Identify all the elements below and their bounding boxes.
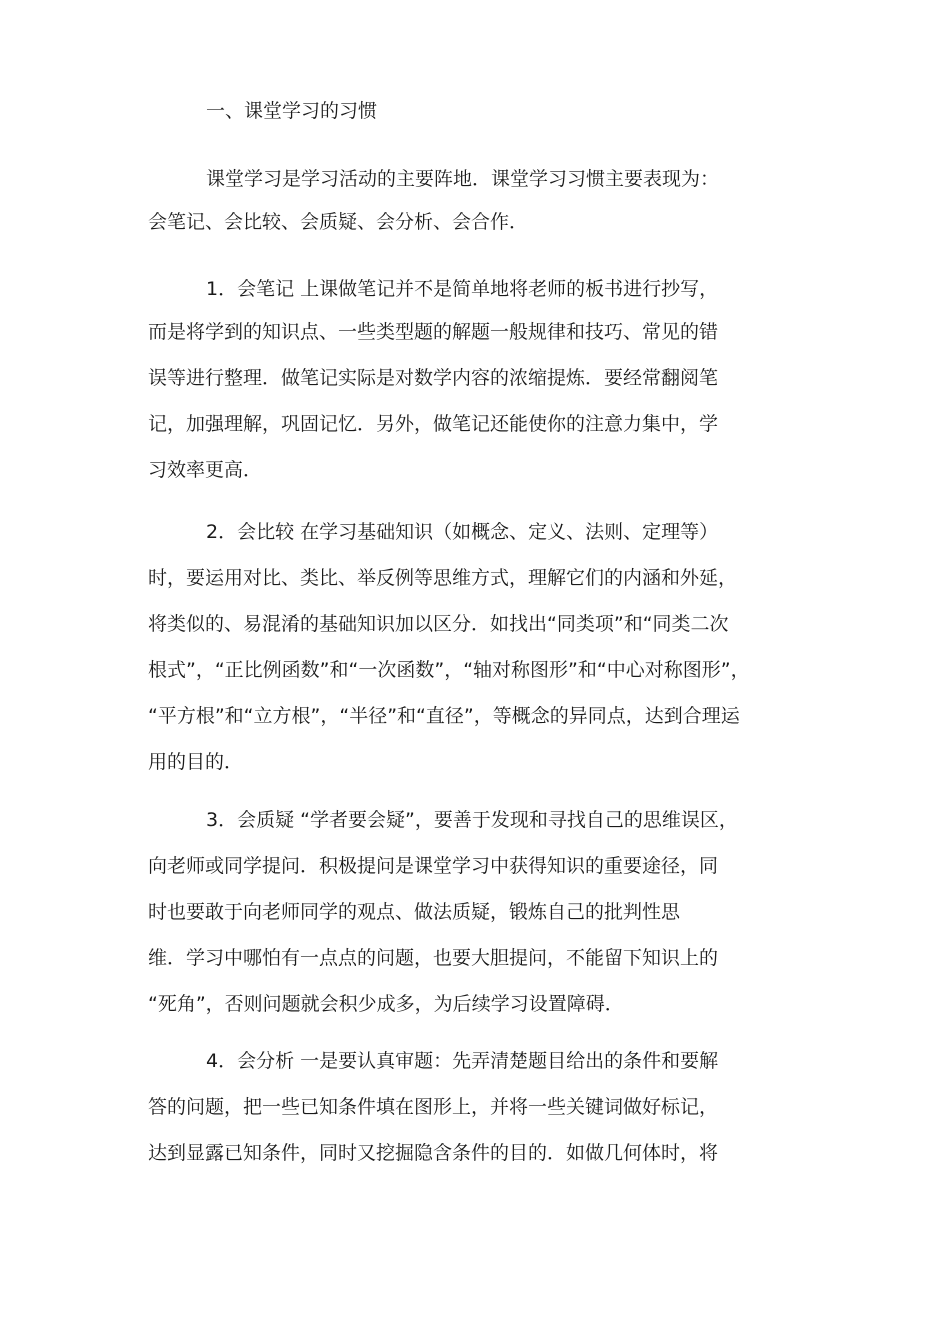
paragraph-line: 3．会质疑 “学者要会疑”，要善于发现和寻找自己的思维误区， [206,809,738,831]
paragraph-line: 时也要敢于向老师同学的观点、做法质疑，锻炼自己的批判性思 [148,901,681,923]
paragraph-line: 维．学习中哪怕有一点点的问题，也要大胆提问，不能留下知识上的 [148,947,719,969]
paragraph-line: 4．会分析 一是要认真审题：先弄清楚题目给出的条件和要解 [206,1050,719,1072]
paragraph-line: 记，加强理解，巩固记忆．另外，做笔记还能使你的注意力集中，学 [148,413,719,435]
paragraph-intro [148,164,808,237]
paragraph-line: 将类似的、易混淆的基础知识加以区分．如找出“同类项”和“同类二次 [148,613,729,635]
paragraph-notes [148,274,808,485]
paragraph-question [148,805,808,1019]
paragraph-line: 向老师或同学提问．积极提问是课堂学习中获得知识的重要途径，同 [148,855,719,877]
paragraph-analyze [148,1046,808,1168]
paragraph-line: 2．会比较 在学习基础知识（如概念、定义、法则、定理等） [206,521,719,543]
paragraph-line: 用的目的． [148,751,244,773]
paragraph-line: 课堂学习是学习活动的主要阵地．课堂学习习惯主要表现为： [206,168,720,190]
paragraph-line: 习效率更高． [148,459,263,481]
paragraph-line: 而是将学到的知识点、一些类型题的解题一般规律和技巧、常见的错 [148,321,719,343]
paragraph-line: “平方根”和“立方根”，“半径”和“直径”，等概念的异同点，达到合理运 [148,705,740,727]
paragraph-line: 时，要运用对比、类比、举反例等思维方式，理解它们的内涵和外延， [148,567,738,589]
paragraph-line: 达到显露已知条件，同时又挖掘隐含条件的目的．如做几何体时，将 [148,1142,719,1164]
section-heading: 一、课堂学习的习惯 [206,100,378,122]
paragraph-line: 根式”，“正比例函数”和“一次函数”，“轴对称图形”和“中心对称图形”， [148,659,750,681]
paragraph-line: 1．会笔记 上课做笔记并不是简单地将老师的板书进行抄写， [206,278,719,300]
paragraph-line: “死角”，否则问题就会积少成多，为后续学习设置障碍． [148,993,624,1015]
paragraph-line: 答的问题，把一些已知条件填在图形上，并将一些关键词做好标记， [148,1096,719,1118]
paragraph-line: 误等进行整理．做笔记实际是对数学内容的浓缩提炼．要经常翻阅笔 [148,367,719,389]
paragraph-compare [148,517,808,777]
paragraph-line: 会笔记、会比较、会质疑、会分析、会合作． [148,211,529,233]
